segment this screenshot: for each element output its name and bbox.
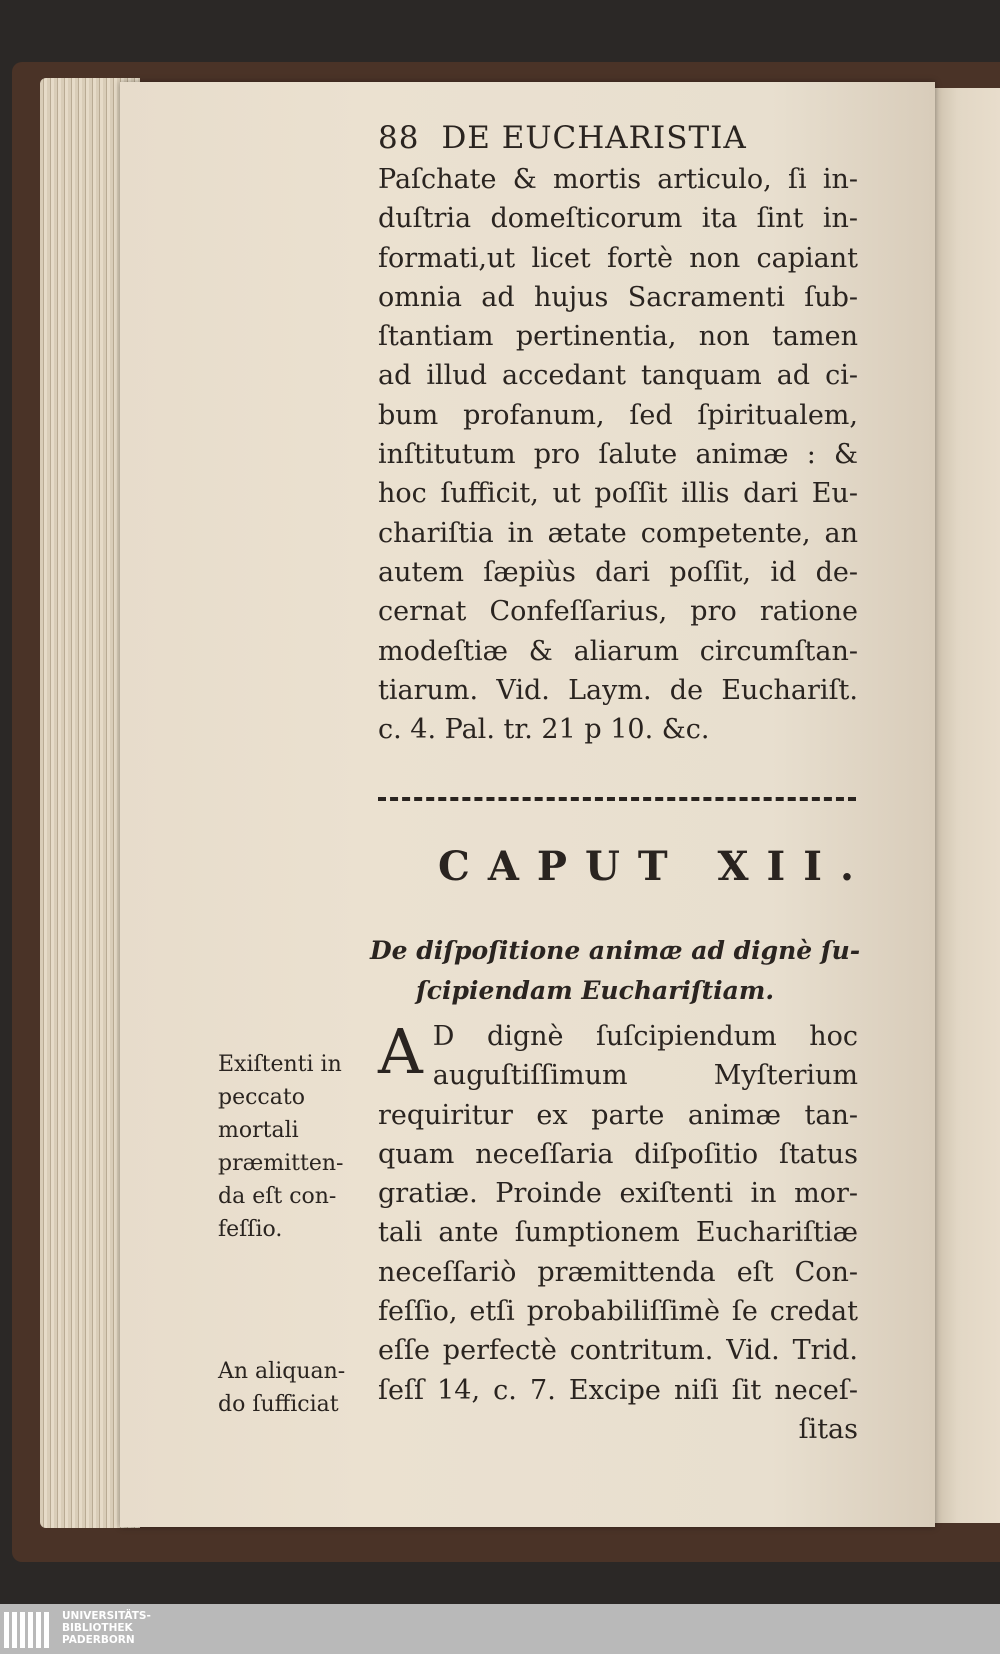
body-paragraph <box>378 1017 858 1449</box>
text-line: inſtitutum pro ſalute animæ : & <box>378 439 858 471</box>
text-line: D dignè ſuſcipiendum hoc <box>432 1021 858 1052</box>
margin-line: præmitten- <box>218 1151 344 1176</box>
drop-cap: A <box>378 1015 423 1088</box>
text-line: tali ante ſumptionem Euchariſtiæ <box>378 1217 858 1249</box>
text-line: neceſſariò præmittenda eſt Con- <box>378 1256 858 1288</box>
library-name-line: BIBLIOTHEK <box>62 1622 133 1634</box>
text-line: quam neceſſaria diſpoſitio ſtatus <box>378 1138 858 1170</box>
text-line: bum profanum, ſed ſpiritualem, <box>378 399 858 431</box>
library-name <box>62 1610 151 1646</box>
chapter-heading: CAPUT XII. <box>438 843 872 890</box>
text-line: cernat Confeſſarius, pro ratione <box>378 596 858 628</box>
subtitle-line: ſcipiendam Euchariſtiam. <box>416 976 775 1005</box>
text-line: eſſe perfectè contritum. Vid. Trid. <box>378 1335 858 1367</box>
margin-line: An aliquan- <box>218 1359 346 1384</box>
library-logo-icon <box>4 1612 56 1648</box>
text-line: Paſchate & mortis articulo, ſi in- <box>378 164 858 195</box>
text-line: requiritur ex parte animæ tan- <box>378 1099 858 1131</box>
text-line: ad illud accedant tanquam ad ci- <box>378 360 858 392</box>
text-line: auguſtiſſimum Myſterium <box>432 1060 858 1092</box>
page-number: 88 <box>378 120 420 156</box>
margin-note-confession <box>218 1048 343 1246</box>
margin-line: peccato <box>218 1085 305 1110</box>
margin-line: mortali <box>218 1118 299 1143</box>
running-title: DE EUCHARISTIA <box>441 120 747 156</box>
ornamental-rule <box>378 797 856 801</box>
text-line: duſtria domeſticorum ita ſint in- <box>378 203 858 235</box>
chapter-subtitle <box>370 931 860 1011</box>
text-line: hoc ſufficit, ut poſſit illis dari Eu- <box>378 478 858 510</box>
subtitle-line: De diſpoſitione animæ ad dignè ſu- <box>370 936 861 965</box>
text-line: chariſtia in ætate competente, an <box>378 517 858 549</box>
margin-note-sufficiency <box>218 1355 345 1421</box>
text-line: c. 4. Pal. tr. 21 p 10. &c. <box>378 714 710 746</box>
library-footer <box>0 1604 1000 1654</box>
top-paragraph <box>378 160 858 749</box>
catchword: ſitas <box>798 1413 858 1445</box>
margin-line: do ſufficiat <box>218 1392 339 1417</box>
text-line: ſeſſ 14, c. 7. Excipe niſi ſit neceſ- <box>378 1374 858 1406</box>
library-name-line: PADERBORN <box>62 1634 135 1646</box>
text-line: ſtantiam pertinentia, non tamen <box>378 321 858 353</box>
library-name-line: UNIVERSITÄTS- <box>62 1610 151 1622</box>
text-line: modeſtiæ & aliarum circumſtan- <box>378 635 858 667</box>
text-line: formati,ut licet fortè non capiant <box>378 242 858 274</box>
text-line: gratiæ. Proinde exiſtenti in mor- <box>378 1178 858 1210</box>
text-line: omnia ad hujus Sacramenti ſub- <box>378 281 858 313</box>
margin-line: da eſt con- <box>218 1184 337 1209</box>
margin-line: feſſio. <box>218 1217 283 1242</box>
facing-page-edge <box>930 88 1000 1523</box>
running-head <box>378 120 747 156</box>
text-line: tiarum. Vid. Laym. de Euchariſt. <box>378 674 858 706</box>
text-line: autem ſæpiùs dari poſſit, id de- <box>378 556 858 588</box>
text-line: feſſio, etſi probabiliſſimè ſe credat <box>378 1296 858 1328</box>
margin-line: Exiſtenti in <box>218 1052 342 1077</box>
